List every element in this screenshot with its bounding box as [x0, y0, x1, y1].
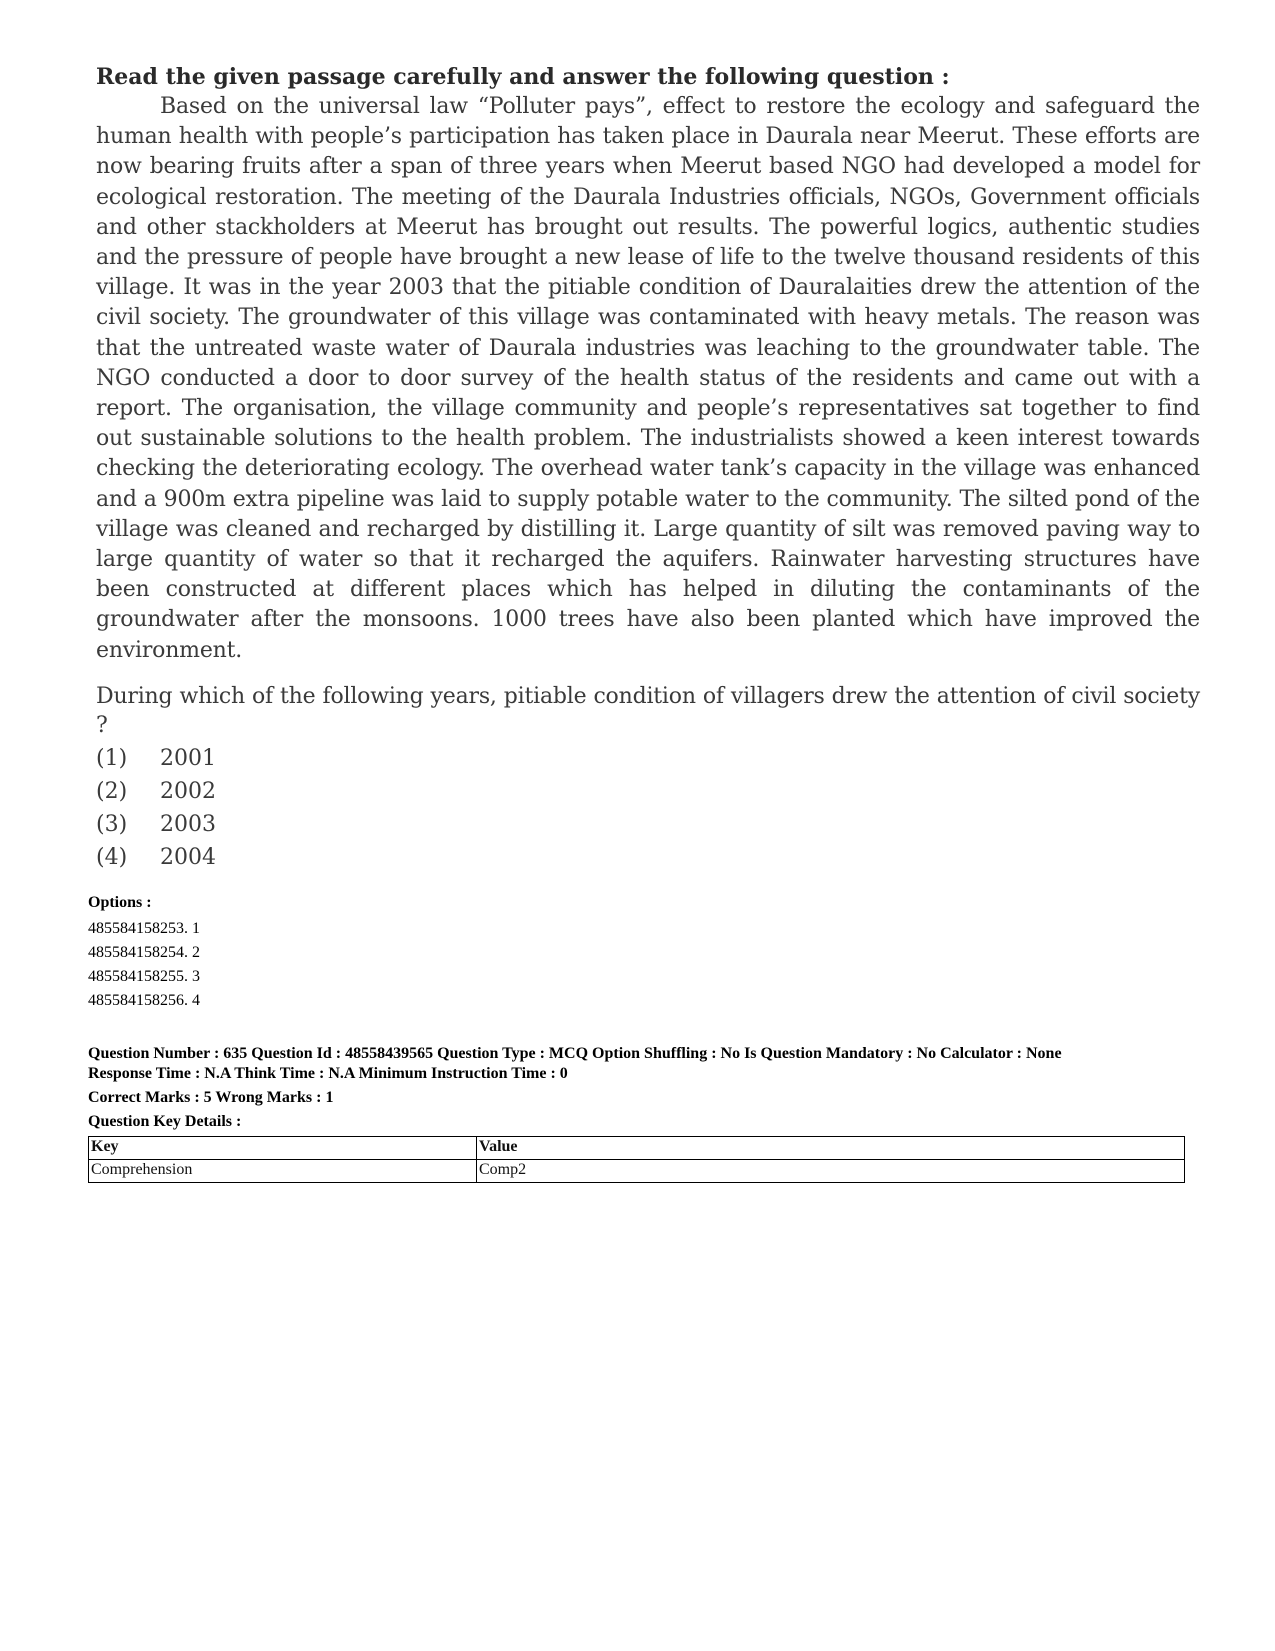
option-line: 485584158255. 3	[88, 968, 200, 985]
choice-number: (2)	[96, 778, 128, 804]
table-row	[89, 1160, 1185, 1183]
table-cell-value: Comp2	[477, 1160, 1185, 1183]
table-header-value: Value	[477, 1137, 1185, 1160]
choice-item	[96, 808, 1200, 841]
choice-item	[96, 742, 1200, 775]
key-details-title: Question Key Details :	[88, 1113, 242, 1130]
choice-text: 2001	[160, 745, 216, 771]
marks-line: Correct Marks : 5 Wrong Marks : 1	[88, 1089, 334, 1106]
choice-text: 2003	[160, 811, 216, 837]
choice-number: (3)	[96, 811, 128, 837]
table-cell-key: Comprehension	[89, 1160, 477, 1183]
question-meta	[88, 1044, 1188, 1084]
options-list	[88, 917, 1188, 1013]
table-header-row	[89, 1137, 1185, 1160]
question-meta-line: Question Number : 635 Question Id : 48558439565 Question Type : MCQ Option Shuffling : No Is Question Mandatory : No Calculator : None	[88, 1045, 1062, 1062]
option-line: 485584158253. 1	[88, 920, 200, 937]
key-details-table	[88, 1136, 1185, 1183]
question-text: During which of the following years, pitiable condition of villagers drew the attention of civil society ?	[96, 683, 1200, 738]
choice-number: (4)	[96, 844, 128, 870]
choice-number: (1)	[96, 745, 128, 771]
options-title: Options :	[88, 894, 152, 911]
choice-text: 2004	[160, 844, 216, 870]
choice-text: 2002	[160, 778, 216, 804]
option-line: 485584158254. 2	[88, 944, 200, 961]
choice-item	[96, 841, 1200, 874]
choice-list	[96, 742, 1200, 874]
option-line: 485584158256. 4	[88, 992, 200, 1009]
passage-heading: Read the given passage carefully and answer the following question :	[96, 64, 950, 90]
table-header-key: Key	[89, 1137, 477, 1160]
choice-item	[96, 775, 1200, 808]
question-meta-line: Response Time : N.A Think Time : N.A Minimum Instruction Time : 0	[88, 1065, 568, 1082]
passage-text: Based on the universal law “Polluter pays”, effect to restore the ecology and safeguard the human health with people’s participation has taken place in Daurala near Meerut. These efforts are now bearing fruits after a span of three years when Meerut based NGO had developed a model for ecological restoration. The meeting of the Daurala Industries officials, NGOs, Government officials and other stackholders at Meerut has brought out results. The powerful logics, authentic studies and the pressure of people have brought a new lease of life to the twelve thousand residents of this village. It was in the year 2003 that the pitiable condition of Dauralaities drew the attention of the civil society. The groundwater of this village was contaminated with heavy metals. The reason was that the untreated waste water of Daurala industries was leaching to the groundwater table. The NGO conducted a door to door survey of the health status of the residents and came out with a report. The organisation, the village community and people’s representatives sat together to find out sustainable solutions to the health problem. The industrialists showed a keen interest towards checking the deteriorating ecology. The overhead water tank’s capacity in the village was enhanced and a 900m extra pipeline was laid to supply potable water to the community. The silted pond of the village was cleaned and recharged by distilling it. Large quantity of silt was removed paving way to large quantity of water so that it recharged the aquifers. Rainwater harvesting structures have been constructed at different places which has helped in diluting the contaminants of the groundwater after the monsoons. 1000 trees have also been planted which have improved the environment.	[96, 94, 1200, 663]
passage-image	[96, 62, 1200, 874]
